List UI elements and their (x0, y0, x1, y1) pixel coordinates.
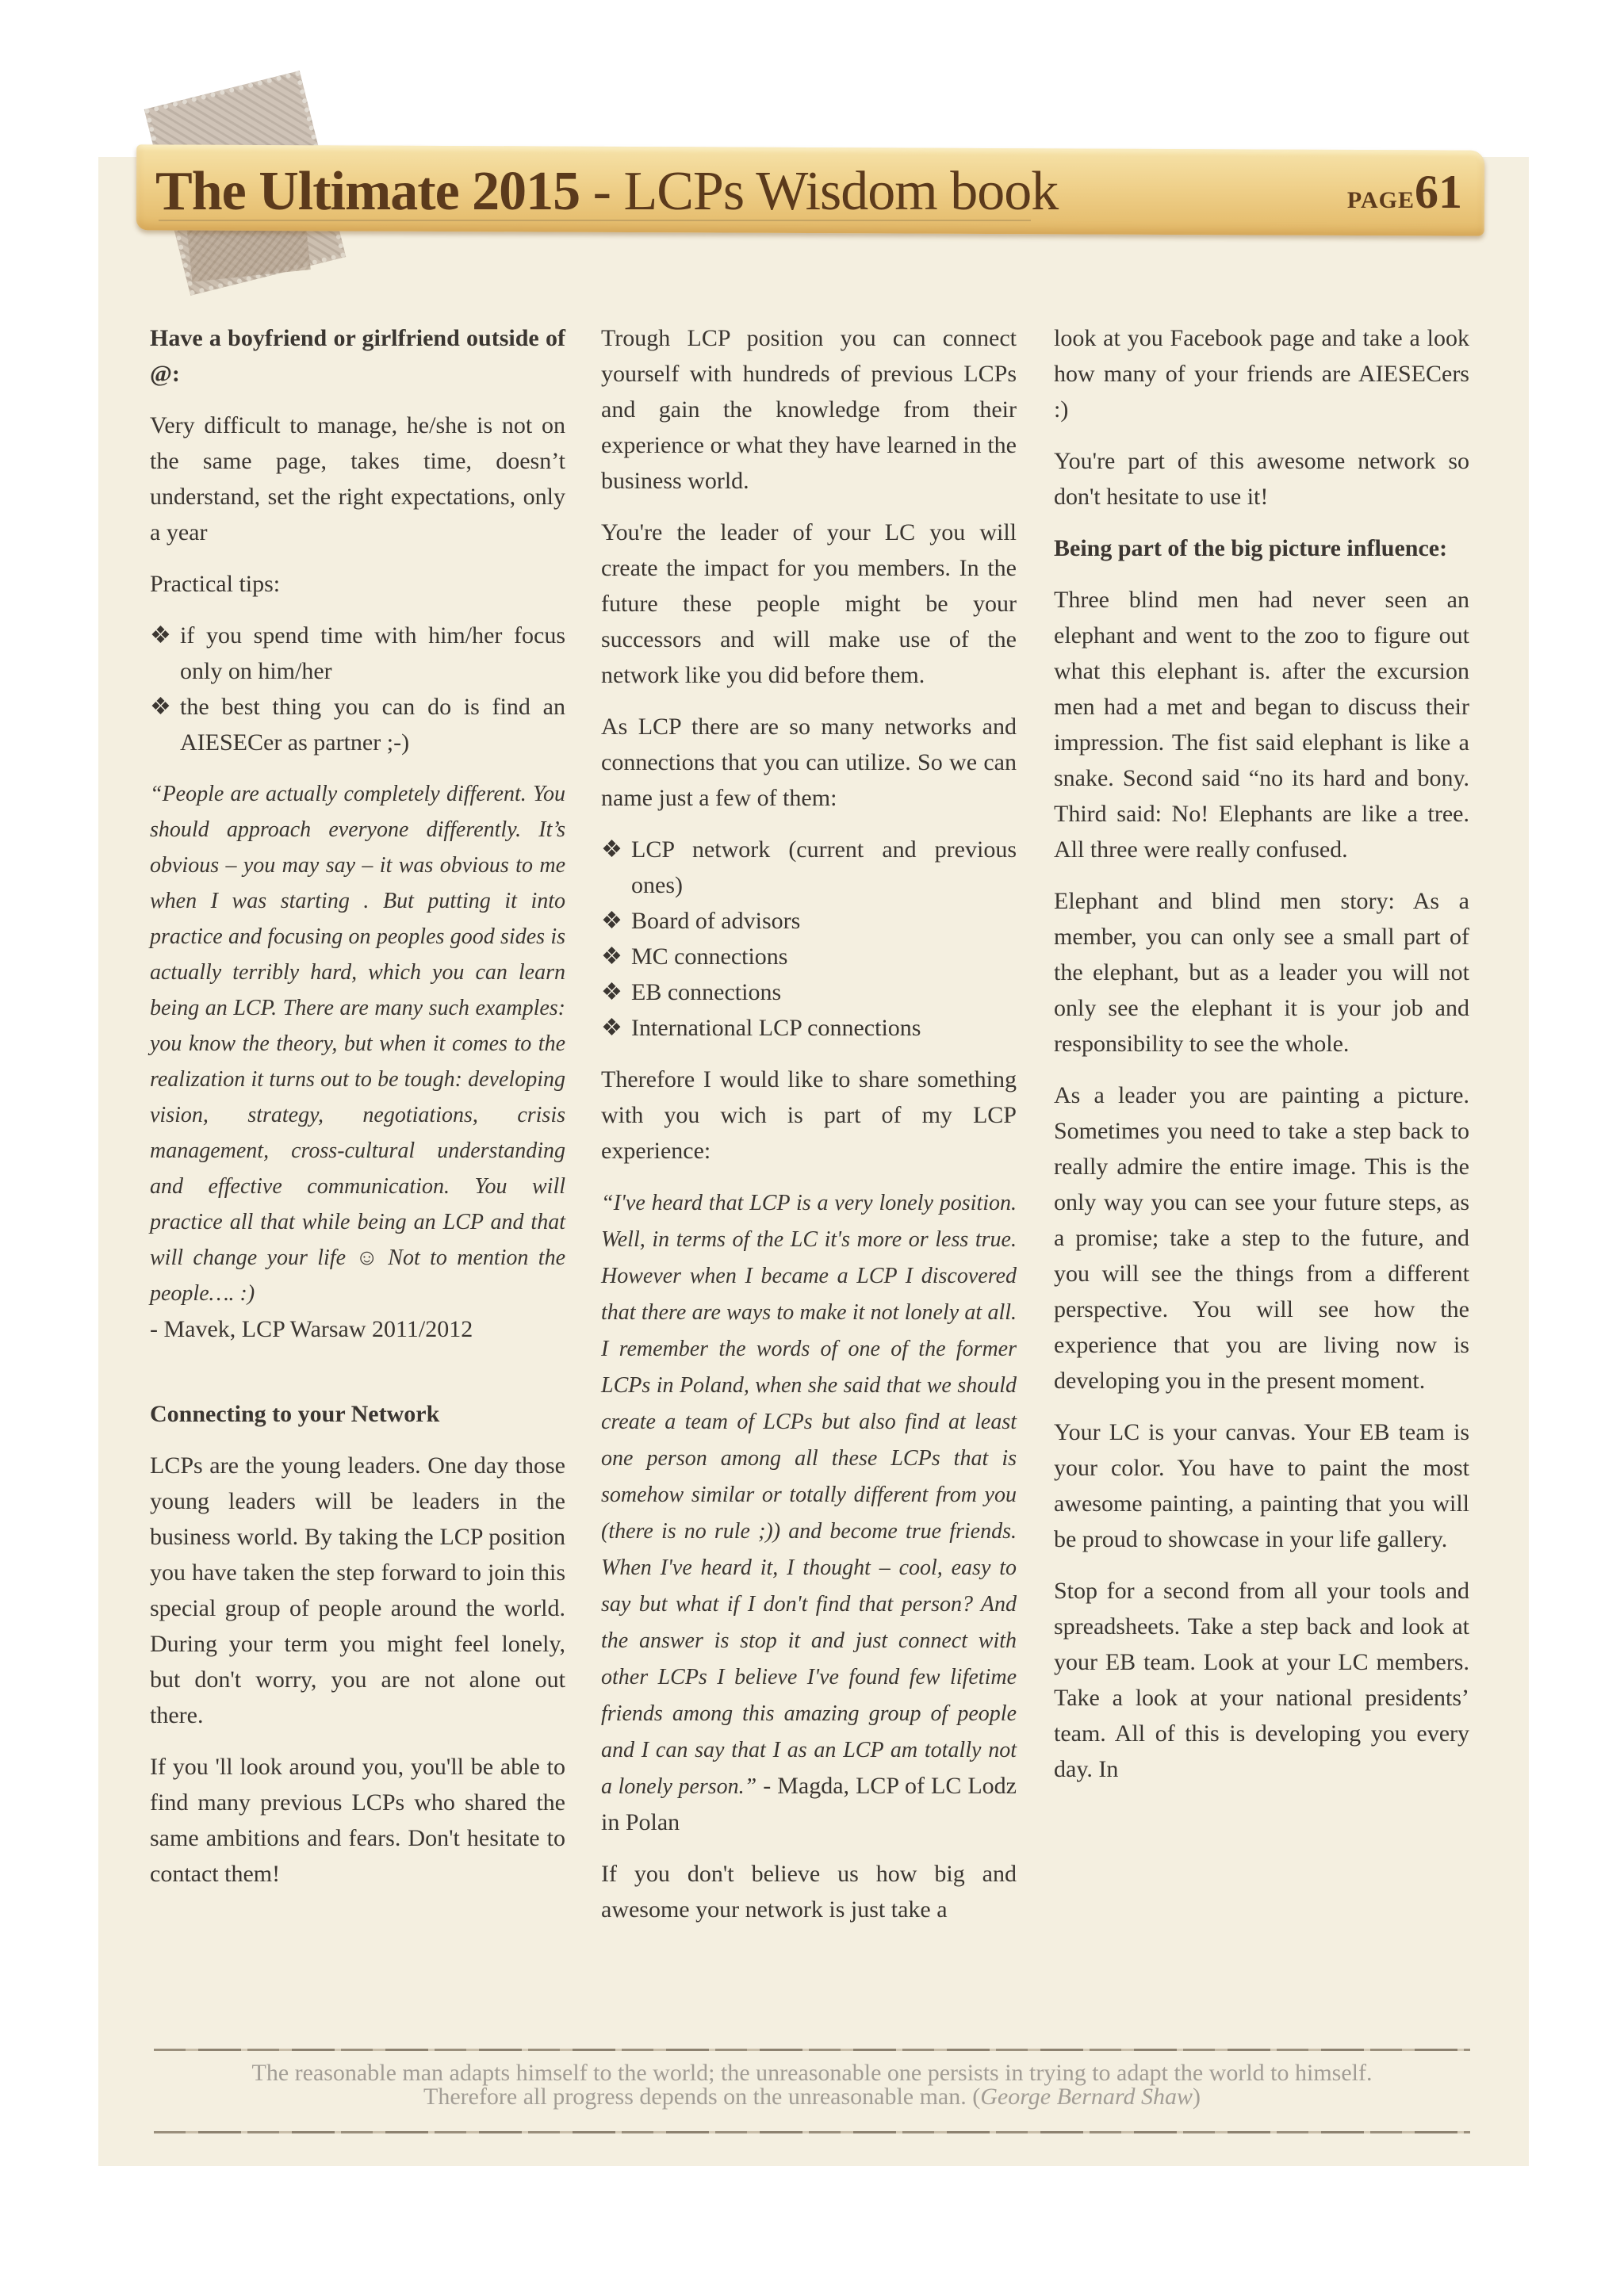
footer-rule-top (154, 2049, 1470, 2051)
footer-line-1: The reasonable man adapts himself to the world; the unreasonable one persists in trying to adapt the world to himself. (251, 2060, 1373, 2086)
column-left (150, 320, 565, 1908)
diamond-bullet-icon: ❖ (601, 1015, 622, 1041)
paragraph: If you 'll look around you, you'll be able to find many previous LCPs who shared the same ambitions and fears. Don't hesitate to contact them! (150, 1754, 565, 1887)
page-title (155, 155, 1058, 228)
paragraph: LCPs are the young leaders. One day those young leaders will be leaders in the business world. By taking the LCP position you have taken the step forward to join this special group of people around the world. During your term you might feel lonely, but don't worry, you are not alone out there. (150, 1452, 565, 1728)
title-rest: - LCPs Wisdom book (580, 161, 1059, 222)
paragraph: If you don't believe us how big and awesome your network is just take a (601, 1861, 1017, 1923)
paragraph: Stop for a second from all your tools and spreadsheets. Take a step back and look at your EB team. Look at your LC members. Take a look at your national presidents’ team. All of this is developing you every day. In (1054, 1578, 1469, 1782)
paragraph: You're the leader of your LC you will create the impact for you members. In the future these people might be your successors and will make use of the network like you did before them. (601, 519, 1017, 688)
column-right (1054, 320, 1469, 1803)
list-item-text: Board of advisors (631, 908, 801, 934)
title-bold: The Ultimate 2015 (155, 161, 580, 222)
list-item (150, 689, 565, 760)
heading-connecting-network: Connecting to your Network (150, 1401, 440, 1427)
diamond-bullet-icon: ❖ (150, 694, 171, 720)
footer-line-2 (154, 2085, 1470, 2109)
quote-text: “I've heard that LCP is a very lonely position. Well, in terms of the LC it's more or less true. However when I became a LCP I discovered that there are ways to make it not lonely at all. I remember the words of one of the former LCPs in Poland, when she said that we should create a team of LCPs but also find at least one person among all these LCPs that is somehow similar or totally different from you (there is no rule ;)) and become true friends. When I've heard it, I thought – cool, easy to say but what if I don't find that person? And the answer is stop it and just connect with other LCPs I believe I've found few lifetime friends among this amazing group of people and I can say that I as an LCP am totally not a lonely person.” (601, 1191, 1017, 1799)
heading-relationship: Have a boyfriend or girlfriend outside of @: (150, 325, 565, 387)
paragraph: Practical tips: (150, 571, 281, 597)
column-middle (601, 320, 1017, 1943)
footer-close-paren: ) (1192, 2084, 1201, 2110)
list-item (601, 974, 1017, 1010)
list-item (601, 903, 1017, 939)
list-item (601, 1010, 1017, 1046)
diamond-bullet-icon: ❖ (601, 836, 622, 863)
quote-attribution: - Magda, LCP of LC Lodz in Polan (601, 1773, 1017, 1835)
paragraph: Therefore I would like to share something with you wich is part of my LCP experience: (601, 1066, 1017, 1164)
page-word: PAGE (1346, 187, 1415, 213)
paragraph: You're part of this awesome network so don't hesitate to use it! (1054, 448, 1469, 510)
list-item-text: EB connections (631, 979, 782, 1005)
quote-attribution: - Mavek, LCP Warsaw 2011/2012 (150, 1316, 473, 1342)
quote-magda (601, 1184, 1017, 1840)
tips-list (150, 618, 565, 760)
list-item-text: if you spend time with him/her focus only on him/her (180, 622, 565, 684)
list-item-text: LCP network (current and previous ones) (631, 836, 1017, 898)
paragraph: look at you Facebook page and take a look how many of your friends are AIESECers :) (1054, 325, 1469, 423)
footer-line-2-text: Therefore all progress depends on the unreasonable man. ( (423, 2084, 981, 2110)
page-number-label (1347, 155, 1462, 228)
diamond-bullet-icon: ❖ (601, 979, 622, 1005)
list-item-text: International LCP connections (631, 1015, 921, 1041)
footer-quote (154, 2061, 1470, 2109)
paragraph: As a leader you are painting a picture. Sometimes you need to take a step back to really admire the entire image. This is the only way you can see your future steps, as a promise; take a step to the future, and you will see the things from a different perspective. You will see how the experience that you are living now is developing you in the present moment. (1054, 1082, 1469, 1394)
page-number: 61 (1415, 166, 1462, 218)
footer-rule-bottom (154, 2131, 1470, 2133)
footer-author: George Bernard Shaw (980, 2084, 1193, 2110)
paragraph: Your LC is your canvas. Your EB team is your color. You have to paint the most awesome painting, a painting that you will be proud to showcase in your life gallery. (1054, 1419, 1469, 1552)
paragraph: Trough LCP position you can connect yourself with hundreds of previous LCPs and gain the knowledge from their experience or what they have learned in the business world. (601, 325, 1017, 494)
quote-mavek: “People are actually completely different. You should approach everyone differently. It’s obvious – you may say – it was obvious to me when I was starting . But putting it into practice and focusing on peoples good sides is actually terribly hard, which you can learn being an LCP. There are many such examples: you know the theory, but when it comes to the realization it turns out to be tough: developing vision, strategy, negotiations, crisis management, cross-cultural understanding and effective communication. You will practice all that while being an LCP and that will change your life ☺ Not to mention the people…. :) (150, 782, 565, 1306)
diamond-bullet-icon: ❖ (150, 622, 171, 649)
networks-list (601, 832, 1017, 1046)
list-item (601, 832, 1017, 903)
list-item-text: the best thing you can do is find an AIESECer as partner ;-) (180, 694, 565, 756)
heading-big-picture: Being part of the big picture influence: (1054, 535, 1448, 561)
diamond-bullet-icon: ❖ (601, 908, 622, 934)
diamond-bullet-icon: ❖ (601, 943, 622, 970)
paragraph: As LCP there are so many networks and connections that you can utilize. So we can name just a few of them: (601, 714, 1017, 811)
paragraph: Three blind men had never seen an elephant and went to the zoo to figure out what this elephant is. after the excursion men had a met and began to discuss their impression. The fist said elephant is like a snake. Second said “no its hard and bony. Third said: No! Elephants are like a tree. All three were really confused. (1054, 587, 1469, 863)
list-item-text: MC connections (631, 943, 788, 970)
paragraph: Very difficult to manage, he/she is not on the same page, takes time, doesn’t understand, set the right expectations, only a year (150, 412, 565, 545)
list-item (150, 618, 565, 689)
paragraph: Elephant and blind men story: As a member, you can only see a small part of the elephant, but as a leader you will not only see the elephant it is your job and responsibility to see the whole. (1054, 888, 1469, 1057)
list-item (601, 939, 1017, 974)
